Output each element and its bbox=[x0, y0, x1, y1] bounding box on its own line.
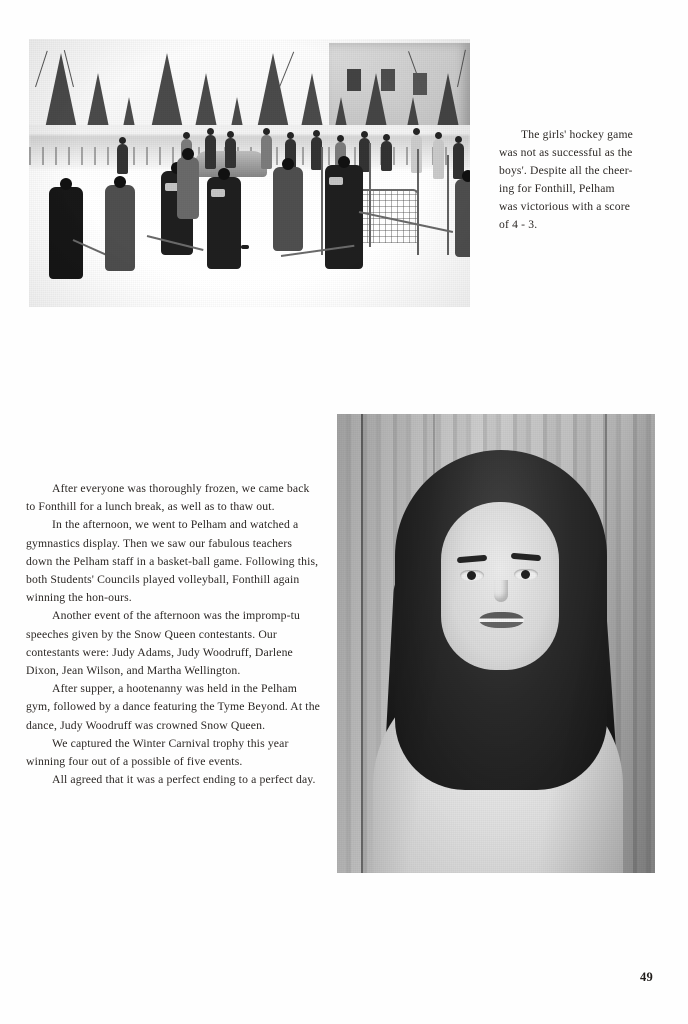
portrait-nose bbox=[494, 580, 508, 602]
photo-spectator bbox=[261, 135, 272, 169]
photo-spectator bbox=[225, 138, 236, 168]
photo-spectator bbox=[381, 141, 392, 171]
article-body bbox=[26, 480, 320, 789]
body-paragraph: We captured the Winter Carnival trophy this year winning four out of a possible of five events. bbox=[26, 736, 289, 769]
snow-queen-portrait-photo bbox=[337, 414, 655, 873]
caption-line: boys'. Despite all the cheer- bbox=[499, 164, 633, 178]
caption-line: of 4 - 3. bbox=[499, 218, 538, 232]
caption-line: was victorious with a score bbox=[499, 200, 631, 214]
page-number: 49 bbox=[640, 970, 654, 984]
body-paragraph: After everyone was thoroughly frozen, we came back to Fonthill for a lunch break, as well as to thaw out. bbox=[26, 482, 310, 514]
portrait-face bbox=[441, 502, 559, 670]
portrait-eye bbox=[514, 569, 538, 580]
photo-player bbox=[273, 167, 303, 251]
caption-line: The girls' hockey game bbox=[521, 128, 633, 141]
body-paragraph: In the afternoon, we went to Pelham and watched a gymnastics display. Then we saw our fabulous teachers down the Pelham staff in a basket-ball game. Following this, both Students' Councils played volleyball, Fonthill again winning the hon-ours. bbox=[26, 518, 319, 605]
photo-player bbox=[49, 187, 83, 279]
photo-referee bbox=[177, 157, 199, 219]
photo-spectator bbox=[205, 135, 216, 169]
photo-spectator bbox=[433, 139, 444, 179]
body-paragraph: Another event of the afternoon was the impromp-tu speeches given by the Snow Queen contestants. Our contestants were: Judy Adams, Judy Woodruff, Darlene Dixon, Jean Wilson, and Martha Wellington. bbox=[26, 609, 301, 678]
photo-player bbox=[207, 177, 241, 269]
photo-player bbox=[325, 165, 363, 269]
hockey-game-photo bbox=[29, 39, 470, 307]
photo-spectator bbox=[117, 144, 128, 174]
body-paragraph: All agreed that it was a perfect ending to a perfect day. bbox=[52, 773, 316, 787]
portrait-smile bbox=[479, 612, 524, 628]
hockey-photo-caption bbox=[499, 126, 651, 235]
body-paragraph: After supper, a hootenanny was held in the Pelham gym, followed by a dance featuring the Tyme Beyond. At the dance, Judy Woodruff was crowned Snow Queen. bbox=[26, 682, 321, 732]
photo-player bbox=[105, 185, 135, 271]
portrait-eye bbox=[460, 570, 484, 581]
caption-line: was not as successful as the bbox=[499, 146, 633, 160]
photo-puck bbox=[241, 245, 249, 249]
caption-line: ing for Fonthill, Pelham bbox=[499, 182, 615, 196]
photo-player bbox=[455, 179, 470, 257]
